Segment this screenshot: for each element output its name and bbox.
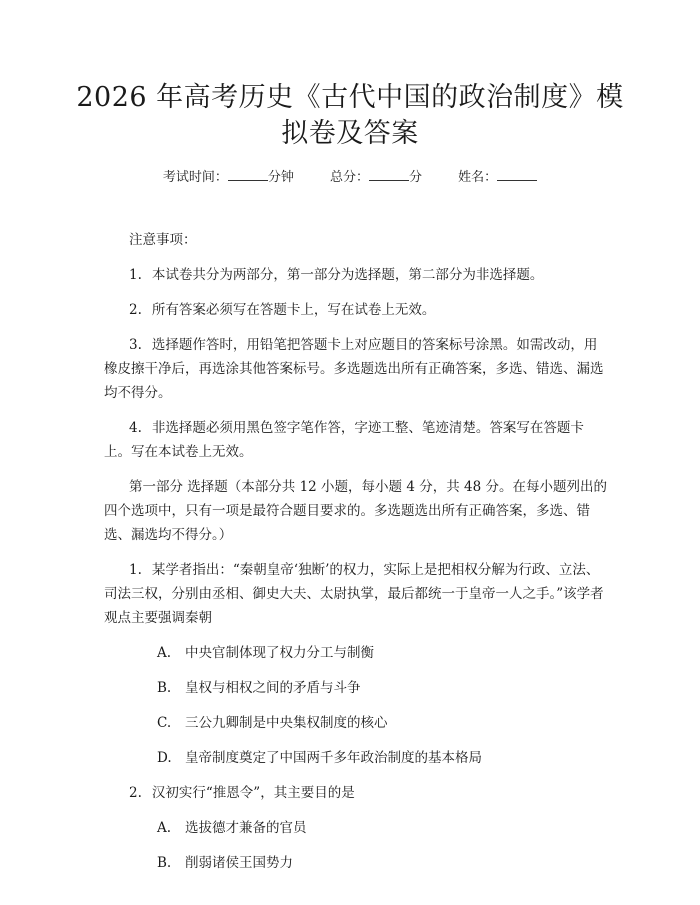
notice-item-number: 2. xyxy=(129,302,142,318)
name-label: 姓名： xyxy=(458,170,498,185)
exam-name xyxy=(458,168,537,187)
notice-item-number: 3. xyxy=(129,337,142,353)
notice-item xyxy=(104,416,609,464)
question-stem xyxy=(104,781,609,805)
answer-option xyxy=(157,851,609,875)
option-label: A. xyxy=(157,820,172,836)
score-label: 总分： xyxy=(329,170,369,185)
score-unit: 分 xyxy=(409,170,423,185)
option-text: 选拔德才兼备的官员 xyxy=(185,820,307,836)
question-text: 汉初实行“推恩令”，其主要目的是 xyxy=(151,785,355,801)
option-label: B. xyxy=(157,680,172,696)
question-number: 1. xyxy=(129,562,142,578)
notice-item-number: 4. xyxy=(129,420,142,436)
page-title xyxy=(70,80,630,152)
option-label: C. xyxy=(157,715,172,731)
question-text: 某学者指出：“秦朝皇帝‘独断’的权力，实际上是把相权分解为行政、立法、司法三权，分别由丞相、御史大夫、太尉执掌，最后都统一于皇帝一人之手。”该学者观点主要强调秦朝 xyxy=(104,562,604,626)
notice-item-number: 1. xyxy=(129,267,142,283)
option-text: 皇帝制度奠定了中国两千多年政治制度的基本格局 xyxy=(185,750,482,766)
option-label: A. xyxy=(157,645,172,661)
exam-score xyxy=(330,168,422,187)
notice-heading: 注意事项： xyxy=(129,232,197,248)
notice-item xyxy=(104,263,609,287)
time-label: 考试时间： xyxy=(162,170,228,185)
notice-item xyxy=(104,333,609,405)
notice-item-text: 选择题作答时，用铅笔把答题卡上对应题目的答案标号涂黑。如需改动，用橡皮擦干净后，再选涂其他答案标号。多选题选出所有正确答案，多选、错选、漏选均不得分。 xyxy=(104,337,604,401)
option-text: 中央官制体现了权力分工与制衡 xyxy=(185,645,374,661)
exam-body xyxy=(104,228,609,886)
notice-item-text: 所有答案必须写在答题卡上，写在试卷上无效。 xyxy=(151,302,436,318)
question-stem xyxy=(104,558,609,630)
notice-item-text: 本试卷共分为两部分，第一部分为选择题，第二部分为非选择题。 xyxy=(151,267,544,283)
answer-option xyxy=(157,676,609,700)
name-blank xyxy=(497,168,537,181)
answer-option xyxy=(157,816,609,840)
exam-time xyxy=(163,168,294,187)
option-label: D. xyxy=(157,750,172,766)
option-text: 三公九卿制是中央集权制度的核心 xyxy=(185,715,388,731)
title-line-1: 2026 年高考历史《古代中国的政治制度》模 xyxy=(76,82,624,113)
time-unit: 分钟 xyxy=(267,170,294,185)
title-line-2: 拟卷及答案 xyxy=(281,118,419,149)
question-number: 2. xyxy=(129,785,142,801)
notice-item xyxy=(104,298,609,322)
time-blank xyxy=(228,168,268,181)
option-label: B. xyxy=(157,855,172,871)
option-text: 皇权与相权之间的矛盾与斗争 xyxy=(185,680,361,696)
score-blank xyxy=(369,168,409,181)
answer-option xyxy=(157,746,609,770)
exam-meta xyxy=(0,168,700,187)
answer-option xyxy=(157,641,609,665)
part1-intro: 第一部分 选择题（本部分共 12 小题，每小题 4 分，共 48 分。在每小题列出的四个选项中，只有一项是最符合题目要求的。多选题选出所有正确答案，多选、错选、漏选均不得分。） xyxy=(104,479,607,543)
option-text: 削弱诸侯王国势力 xyxy=(185,855,293,871)
notice-item-text: 非选择题必须用黑色签字笔作答，字迹工整、笔迹清楚。答案写在答题卡上。写在本试卷上无效。 xyxy=(104,420,584,460)
answer-option xyxy=(157,711,609,735)
